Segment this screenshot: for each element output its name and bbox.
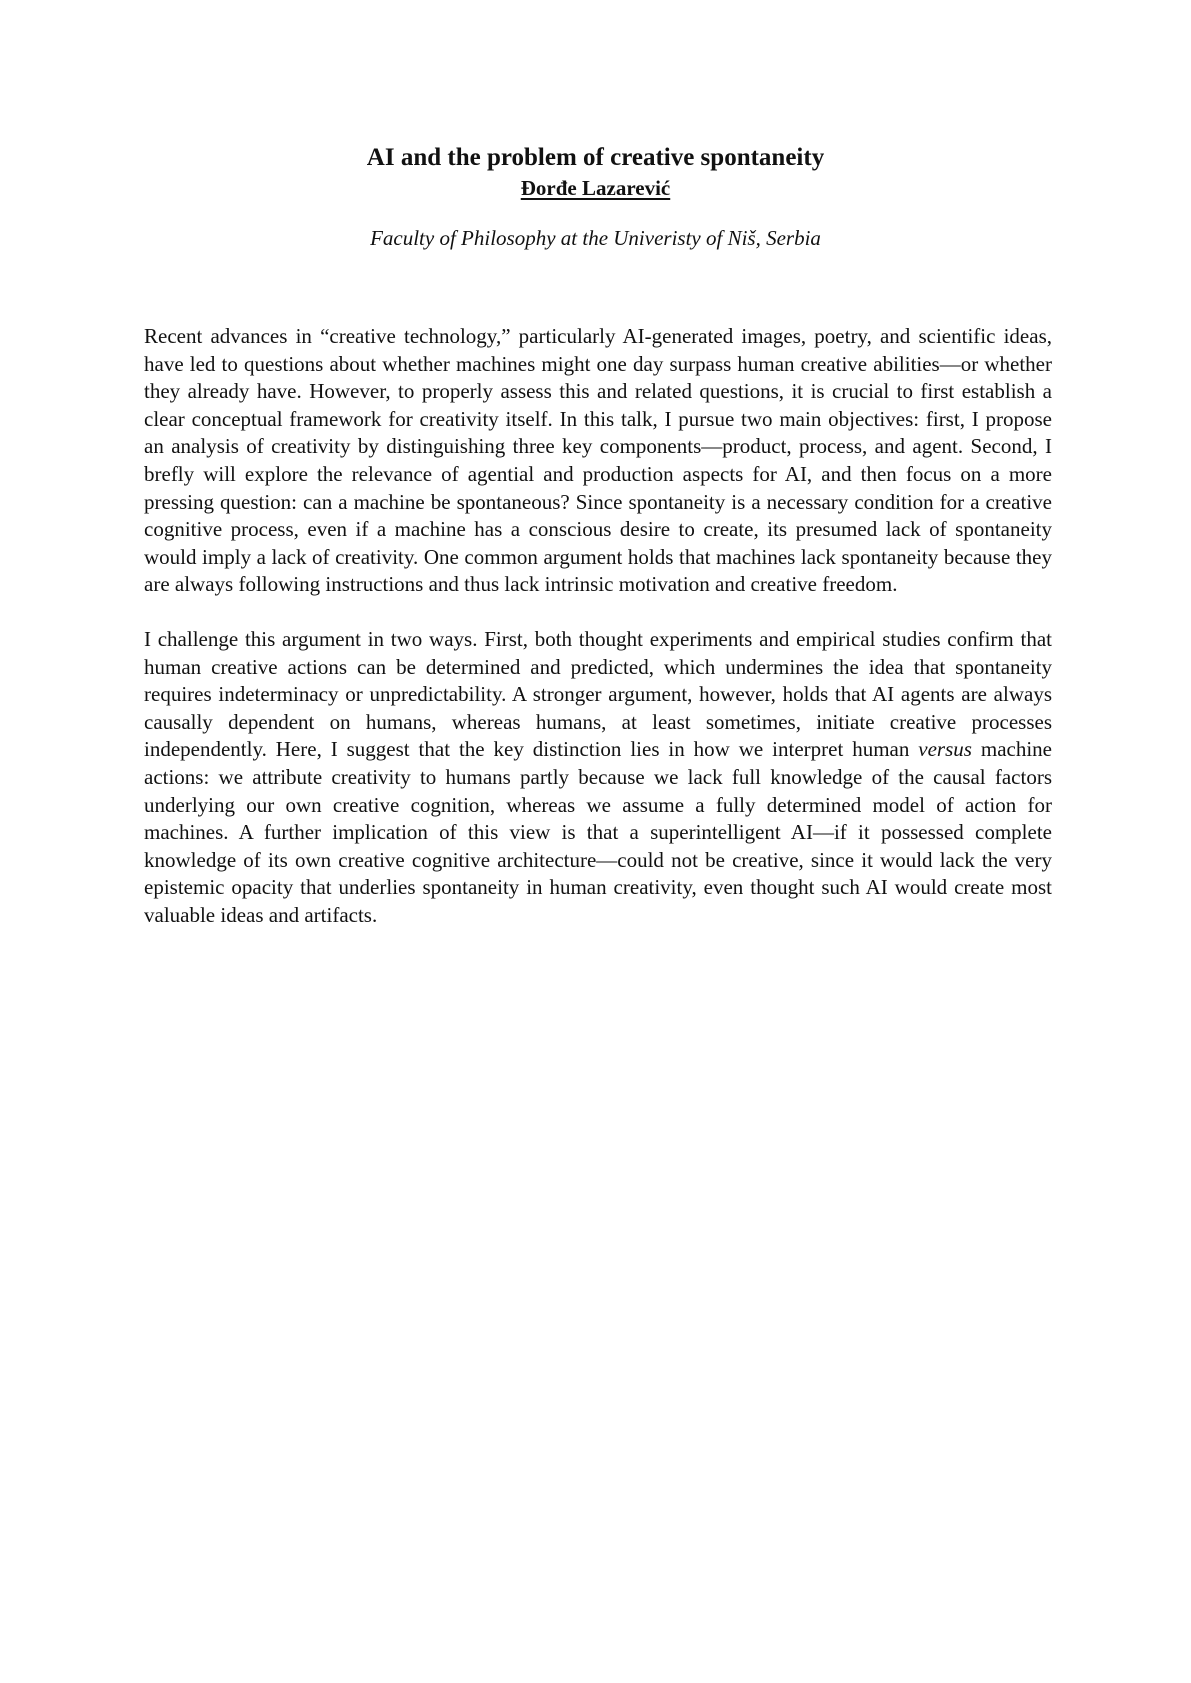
- paragraph-2: [144, 626, 1052, 930]
- author-name: Đorđe Lazarević: [520, 176, 671, 200]
- paragraph-2-italic-word: versus: [918, 737, 972, 762]
- paragraph-1: Recent advances in “creative technology,” particularly AI-generated images, poetry, and scientific ideas, have led to questions about whether machines might one day surpass human creative abilities—or whether they already have. However, to properly assess this and related questions, it is crucial to first establish a clear conceptual framework for creativity itself. In this talk, I pursue two main objectives: first, I propose an analysis of creativity by distinguishing three key components—product, process, and agent. Second, I brefly will explore the relevance of agential and production aspects for AI, and then focus on a more pressing question: can a machine be spontaneous? Since spontaneity is a necessary condition for a creative cognitive process, even if a machine has a conscious desire to create, its presumed lack of spontaneity would imply a lack of creativity. One common argument holds that machines lack spontaneity because they are always following instructions and thus lack intrinsic motivation and creative freedom.: [144, 324, 1052, 597]
- document-title: AI and the problem of creative spontaneity: [366, 144, 825, 171]
- author-affiliation: Faculty of Philosophy at the Univeristy of Niš, Serbia: [370, 226, 821, 250]
- paragraph-2-text-start: I challenge this argument in two ways. First, both thought experiments and empirical studies confirm that human creative actions can be determined and predicted, which undermines the idea that spontaneity requires indeterminacy or unpredictability. A stronger argument, however, holds that AI agents are always causally dependent on humans, whereas humans, at least sometimes, initiate creative processes independently. Here, I suggest that the key distinction lies in how we interpret human: [144, 626, 1052, 762]
- abstract-body: [144, 323, 1052, 929]
- paragraph-2-text-end: machine actions: we attribute creativity to humans partly because we lack full knowledge of the causal factors underlying our own creative cognition, whereas we assume a fully determined model of action for machines. A further implication of this view is that a superintelligent AI—if it possessed complete knowledge of its own creative cognitive architecture—could not be creative, since it would lack the very epistemic opacity that underlies spontaneity in human creativity, even thought such AI would create most valuable ideas and artifacts.: [144, 737, 1052, 927]
- document-header: [0, 142, 1191, 252]
